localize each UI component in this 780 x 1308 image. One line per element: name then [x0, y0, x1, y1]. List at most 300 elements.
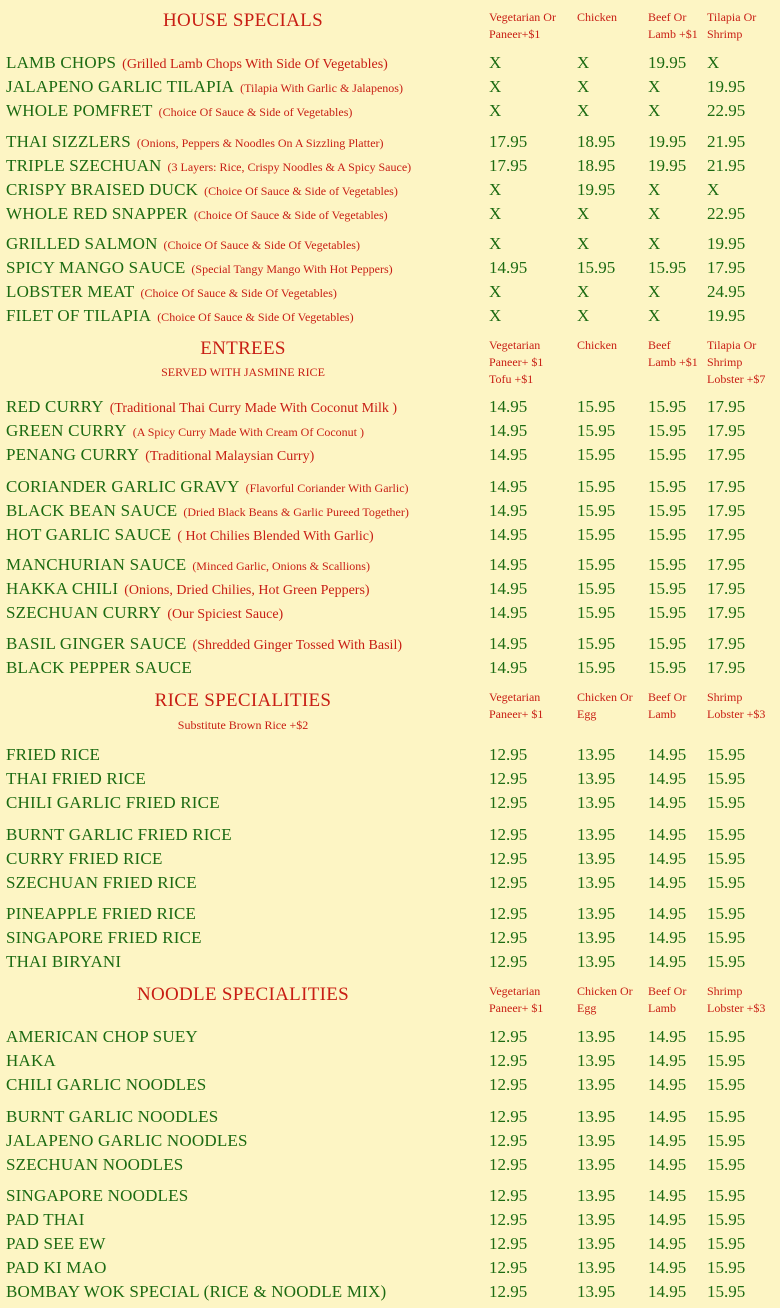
menu-item [6, 476, 409, 499]
price-cell: 15.95 [707, 1075, 746, 1094]
price-cell: 14.95 [648, 1131, 687, 1150]
price-cell: 17.95 [707, 477, 746, 496]
price-cell: 14.95 [648, 1155, 687, 1174]
menu-item [6, 903, 196, 926]
menu-row [0, 257, 780, 279]
menu-row [0, 872, 780, 894]
price-cell: 12.95 [489, 928, 528, 947]
column-header-line: Lamb +$1 [648, 27, 698, 41]
price-cell: 14.95 [489, 658, 528, 677]
price-cell: 12.95 [489, 1234, 528, 1253]
menu-row [0, 768, 780, 790]
item-description: (Special Tangy Mango With Hot Peppers) [191, 262, 393, 276]
price-cell: 15.95 [707, 952, 746, 971]
column-header-line: Shrimp [707, 355, 743, 369]
item-name: JALAPENO GARLIC TILAPIA [6, 77, 235, 96]
menu-row [0, 1257, 780, 1279]
item-name: PENANG CURRY [6, 445, 140, 464]
price-cell: 12.95 [489, 1186, 528, 1205]
item-description: (Shredded Ginger Tossed With Basil) [192, 638, 402, 653]
price-cell: 17.95 [707, 258, 746, 277]
price-cell: X [489, 234, 502, 253]
price-cell: 15.95 [707, 1234, 746, 1253]
price-cell: 15.95 [648, 658, 687, 677]
price-cell: 12.95 [489, 1131, 528, 1150]
price-cell: 14.95 [648, 1051, 687, 1070]
section-title: ENTREES [200, 338, 286, 359]
menu-row [0, 1026, 780, 1048]
price-cell: 15.95 [648, 258, 687, 277]
menu-item [6, 444, 314, 468]
column-header [489, 9, 556, 43]
column-header [648, 9, 698, 43]
menu-item [6, 657, 192, 680]
menu-item [6, 602, 283, 626]
price-cell: 12.95 [489, 904, 528, 923]
item-description: ( Hot Chilies Blended With Garlic) [177, 529, 374, 544]
item-description: (Choice Of Sauce & Side Of Vegetables) [140, 286, 337, 300]
price-cell: 13.95 [577, 928, 616, 947]
price-cell: 14.95 [648, 745, 687, 764]
item-description: (Choice Of Sauce & Side Of Vegetables) [163, 238, 360, 252]
item-description: (Choice Of Sauce & Side Of Vegetables) [157, 310, 354, 324]
menu-row [0, 1281, 780, 1303]
price-cell: 13.95 [577, 1107, 616, 1126]
price-cell: 19.95 [707, 234, 746, 253]
column-header-line: Vegetarian [489, 338, 541, 352]
price-cell: 17.95 [707, 421, 746, 440]
price-cell: 14.95 [489, 555, 528, 574]
price-cell: 19.95 [648, 53, 687, 72]
price-cell: 12.95 [489, 793, 528, 812]
menu-row [0, 203, 780, 225]
menu-item [6, 1209, 85, 1232]
item-name: SPICY MANGO SAUCE [6, 258, 186, 277]
price-cell: 22.95 [707, 101, 746, 120]
column-header [577, 337, 617, 354]
menu-row [0, 305, 780, 327]
item-name: SZECHUAN CURRY [6, 603, 162, 622]
menu-row [0, 1074, 780, 1096]
menu-row [0, 76, 780, 98]
menu-row [0, 824, 780, 846]
price-cell: 14.95 [489, 579, 528, 598]
menu-row [0, 1233, 780, 1255]
item-name: SZECHUAN NOODLES [6, 1155, 184, 1174]
price-cell: 17.95 [707, 525, 746, 544]
column-header [489, 689, 543, 723]
price-cell: 15.95 [577, 421, 616, 440]
item-description: (Choice Of Sauce & Side of Vegetables) [193, 208, 388, 222]
column-header-line: Paneer+ $1 [489, 707, 544, 721]
menu-item [6, 1106, 218, 1129]
column-header-line: Chicken [577, 10, 617, 24]
menu-item [6, 951, 121, 974]
price-cell: 15.95 [648, 397, 687, 416]
price-cell: 13.95 [577, 1131, 616, 1150]
price-cell: X [648, 204, 661, 223]
item-name: PAD KI MAO [6, 1258, 107, 1277]
price-cell: 15.95 [577, 579, 616, 598]
menu-item [6, 1185, 188, 1208]
price-cell: 14.95 [648, 1210, 687, 1229]
column-header-line: Paneer+ $1 [489, 355, 544, 369]
price-cell: 17.95 [707, 579, 746, 598]
price-cell: 12.95 [489, 1282, 528, 1301]
menu-row [0, 524, 780, 546]
column-header-line: Beef [648, 338, 671, 352]
column-header [707, 689, 765, 723]
menu-item [6, 1074, 206, 1097]
price-cell: 14.95 [648, 769, 687, 788]
price-cell: 15.95 [648, 634, 687, 653]
item-name: BURNT GARLIC FRIED RICE [6, 825, 232, 844]
price-cell: 15.95 [707, 928, 746, 947]
price-cell: 15.95 [577, 397, 616, 416]
price-cell: 15.95 [707, 825, 746, 844]
price-cell: 14.95 [648, 952, 687, 971]
item-description: (Traditional Thai Curry Made With Coconut Milk ) [109, 401, 398, 416]
price-cell: X [577, 101, 590, 120]
item-description: (Traditional Malaysian Curry) [145, 449, 315, 464]
menu-item [6, 1130, 248, 1153]
price-cell: 14.95 [489, 634, 528, 653]
price-cell: 13.95 [577, 873, 616, 892]
column-header [577, 689, 633, 723]
price-cell: 14.95 [648, 1075, 687, 1094]
price-cell: 14.95 [648, 1186, 687, 1205]
price-cell: 21.95 [707, 132, 746, 151]
item-name: GREEN CURRY [6, 421, 127, 440]
price-cell: 15.95 [707, 1107, 746, 1126]
price-cell: 18.95 [577, 156, 616, 175]
column-header-line: Tofu +$1 [489, 372, 534, 386]
price-cell: 18.95 [577, 132, 616, 151]
menu-row [0, 179, 780, 201]
menu-row [0, 1185, 780, 1207]
price-cell: 15.95 [577, 258, 616, 277]
menu-item [6, 744, 100, 767]
price-cell: 14.95 [648, 793, 687, 812]
menu-item [6, 927, 202, 950]
menu-row [0, 100, 780, 122]
price-cell: 13.95 [577, 904, 616, 923]
price-cell: 15.95 [577, 555, 616, 574]
price-cell: 15.95 [648, 445, 687, 464]
price-cell: 13.95 [577, 1186, 616, 1205]
column-header-line: Chicken Or [577, 984, 633, 998]
item-name: PINEAPPLE FRIED RICE [6, 904, 197, 923]
price-cell: 15.95 [707, 873, 746, 892]
price-cell: 12.95 [489, 1258, 528, 1277]
price-cell: 14.95 [648, 1282, 687, 1301]
column-header-line: Paneer+ $1 [489, 1001, 544, 1015]
price-cell: 14.95 [489, 445, 528, 464]
item-name: THAI SIZZLERS [6, 132, 131, 151]
price-cell: X [577, 306, 590, 325]
item-name: CHILI GARLIC NOODLES [6, 1075, 207, 1094]
price-cell: 19.95 [707, 77, 746, 96]
column-header-line: Vegetarian [489, 690, 541, 704]
menu-row [0, 657, 780, 679]
item-name: CRISPY BRAISED DUCK [6, 180, 199, 199]
item-name: BLACK BEAN SAUCE [6, 501, 178, 520]
price-cell: 12.95 [489, 1107, 528, 1126]
price-cell: 14.95 [489, 525, 528, 544]
column-header-line: Shrimp [707, 27, 743, 41]
price-cell: 19.95 [648, 132, 687, 151]
price-cell: 13.95 [577, 1051, 616, 1070]
price-cell: 15.95 [707, 745, 746, 764]
price-cell: 15.95 [648, 525, 687, 544]
price-cell: 15.95 [577, 501, 616, 520]
menu-item [6, 1026, 198, 1049]
item-name: LOBSTER MEAT [6, 282, 135, 301]
price-cell: X [648, 282, 661, 301]
price-cell: X [577, 282, 590, 301]
menu-item [6, 396, 397, 420]
menu-item [6, 524, 374, 548]
price-cell: 14.95 [648, 1107, 687, 1126]
price-cell: 14.95 [648, 873, 687, 892]
column-header [707, 9, 756, 43]
column-header-line: Tilapia Or [707, 10, 757, 24]
item-name: TRIPLE SZECHUAN [6, 156, 162, 175]
price-cell: 14.95 [489, 501, 528, 520]
price-cell: 15.95 [648, 477, 687, 496]
column-header-line: Shrimp [707, 984, 743, 998]
price-cell: 13.95 [577, 825, 616, 844]
price-cell: 12.95 [489, 1155, 528, 1174]
column-header-line: Beef Or [648, 984, 687, 998]
price-cell: X [577, 204, 590, 223]
price-cell: 13.95 [577, 1210, 616, 1229]
price-cell: 13.95 [577, 1234, 616, 1253]
section-subtitle: SERVED WITH JASMINE RICE [161, 365, 325, 379]
price-cell: 12.95 [489, 849, 528, 868]
price-cell: X [489, 180, 502, 199]
item-description: (Grilled Lamb Chops With Side Of Vegetables) [122, 57, 388, 72]
price-cell: 17.95 [707, 634, 746, 653]
price-cell: 15.95 [707, 1155, 746, 1174]
price-cell: 13.95 [577, 1282, 616, 1301]
item-name: SZECHUAN FRIED RICE [6, 873, 197, 892]
menu-item [6, 100, 352, 123]
menu-item [6, 554, 370, 577]
price-cell: 13.95 [577, 849, 616, 868]
price-cell: 13.95 [577, 952, 616, 971]
menu-row [0, 131, 780, 153]
menu-item [6, 203, 388, 226]
menu-item [6, 768, 146, 791]
column-header-line: Beef Or [648, 10, 687, 24]
price-cell: 17.95 [489, 132, 528, 151]
section-title: RICE SPECIALITIES [154, 690, 332, 711]
menu-item [6, 281, 337, 304]
column-header-line: Beef Or [648, 690, 687, 704]
item-name: THAI BIRYANI [6, 952, 122, 971]
menu-row [0, 578, 780, 600]
price-cell: 15.95 [648, 579, 687, 598]
menu-row [0, 500, 780, 522]
price-cell: 12.95 [489, 1051, 528, 1070]
price-cell: 15.95 [648, 603, 687, 622]
item-name: HAKKA CHILI [6, 579, 119, 598]
price-cell: 14.95 [489, 603, 528, 622]
price-cell: 13.95 [577, 1258, 616, 1277]
menu-item [6, 848, 163, 871]
item-description: (A Spicy Curry Made With Cream Of Coconut ) [132, 425, 365, 439]
item-name: BURNT GARLIC NOODLES [6, 1107, 219, 1126]
price-cell: 14.95 [489, 258, 528, 277]
price-cell: 12.95 [489, 769, 528, 788]
price-cell: X [707, 53, 720, 72]
column-header-line: Lobster +$7 [707, 372, 766, 386]
price-cell: 15.95 [577, 658, 616, 677]
price-cell: 12.95 [489, 952, 528, 971]
price-cell: 15.95 [707, 1258, 746, 1277]
column-header [648, 983, 686, 1017]
price-cell: X [489, 101, 502, 120]
menu-item [6, 872, 197, 895]
price-cell: 15.95 [577, 477, 616, 496]
item-name: CORIANDER GARLIC GRAVY [6, 477, 240, 496]
item-name: AMERICAN CHOP SUEY [6, 1027, 198, 1046]
price-cell: X [648, 306, 661, 325]
price-cell: 15.95 [577, 445, 616, 464]
price-cell: 19.95 [648, 156, 687, 175]
price-cell: 13.95 [577, 1027, 616, 1046]
column-header-line: Lobster +$3 [707, 707, 766, 721]
price-cell: 14.95 [648, 928, 687, 947]
menu-item [6, 1233, 106, 1256]
column-header [489, 983, 543, 1017]
price-cell: X [648, 180, 661, 199]
price-cell: 21.95 [707, 156, 746, 175]
menu-item [6, 1281, 386, 1304]
column-header [707, 337, 765, 388]
price-cell: 15.95 [707, 1051, 746, 1070]
column-header [648, 337, 698, 371]
menu-row [0, 792, 780, 814]
price-cell: 15.95 [707, 1027, 746, 1046]
menu-item [6, 1154, 183, 1177]
item-description: (Onions, Peppers & Noodles On A Sizzling Platter) [136, 136, 384, 150]
price-cell: 14.95 [648, 904, 687, 923]
menu-row [0, 1154, 780, 1176]
price-cell: 17.95 [707, 555, 746, 574]
item-name: HOT GARLIC SAUCE [6, 525, 172, 544]
price-cell: 13.95 [577, 1155, 616, 1174]
price-cell: 14.95 [648, 825, 687, 844]
column-header-line: Lamb [648, 1001, 676, 1015]
price-cell: 15.95 [648, 501, 687, 520]
price-cell: X [577, 53, 590, 72]
price-cell: 19.95 [707, 306, 746, 325]
item-name: SINGAPORE FRIED RICE [6, 928, 202, 947]
price-cell: X [707, 180, 720, 199]
item-name: CHILI GARLIC FRIED RICE [6, 793, 220, 812]
column-header-line: Egg [577, 707, 597, 721]
item-description: (Flavorful Coriander With Garlic) [245, 481, 409, 495]
item-description: (Onions, Dried Chilies, Hot Green Peppers) [124, 583, 370, 598]
item-name: HAKA [6, 1051, 56, 1070]
price-cell: X [489, 204, 502, 223]
menu-row [0, 927, 780, 949]
price-cell: 15.95 [707, 1131, 746, 1150]
menu-row [0, 155, 780, 177]
menu-row [0, 444, 780, 466]
menu-item [6, 1050, 56, 1073]
price-cell: X [648, 234, 661, 253]
item-name: FILET OF TILAPIA [6, 306, 152, 325]
price-cell: 19.95 [577, 180, 616, 199]
menu-item [6, 52, 388, 76]
menu-item [6, 257, 393, 280]
item-name: FRIED RICE [6, 745, 101, 764]
section-title: NOODLE SPECIALITIES [136, 984, 350, 1005]
item-name: BASIL GINGER SAUCE [6, 634, 187, 653]
price-cell: X [489, 306, 502, 325]
menu-item [6, 420, 364, 443]
price-cell: 14.95 [489, 477, 528, 496]
column-header [489, 337, 543, 388]
menu-row [0, 1130, 780, 1152]
item-description: (Minced Garlic, Onions & Scallions) [192, 559, 370, 573]
item-name: BOMBAY WOK SPECIAL (RICE & NOODLE MIX) [6, 1282, 387, 1301]
column-header-line: Vegetarian Or [489, 10, 556, 24]
column-header [577, 9, 617, 26]
price-cell: 15.95 [707, 849, 746, 868]
menu-item [6, 1257, 107, 1280]
menu-row [0, 633, 780, 655]
menu-item [6, 500, 409, 523]
item-name: THAI FRIED RICE [6, 769, 146, 788]
column-header-line: Lamb [648, 707, 676, 721]
price-cell: 12.95 [489, 1027, 528, 1046]
item-name: JALAPENO GARLIC NOODLES [6, 1131, 248, 1150]
item-description: (Choice Of Sauce & Side of Vegetables) [158, 105, 353, 119]
price-cell: 15.95 [707, 769, 746, 788]
price-cell: 13.95 [577, 793, 616, 812]
price-cell: 12.95 [489, 1210, 528, 1229]
price-cell: 15.95 [707, 793, 746, 812]
column-header-line: Chicken Or [577, 690, 633, 704]
menu-item [6, 179, 398, 202]
menu-row [0, 554, 780, 576]
column-header-line: Lobster +$3 [707, 1001, 766, 1015]
price-cell: 15.95 [707, 1186, 746, 1205]
price-cell: X [577, 77, 590, 96]
column-header-line: Paneer+$1 [489, 27, 541, 41]
section-subtitle: Substitute Brown Rice +$2 [177, 718, 309, 732]
menu-item [6, 155, 411, 178]
price-cell: X [489, 282, 502, 301]
price-cell: 17.95 [707, 658, 746, 677]
menu-item [6, 305, 354, 328]
menu-row [0, 951, 780, 973]
price-cell: 12.95 [489, 745, 528, 764]
price-cell: X [489, 53, 502, 72]
price-cell: 15.95 [707, 904, 746, 923]
price-cell: 17.95 [707, 501, 746, 520]
price-cell: X [489, 77, 502, 96]
item-name: WHOLE RED SNAPPER [6, 204, 188, 223]
menu-row [0, 903, 780, 925]
column-header-line: Egg [577, 1001, 597, 1015]
price-cell: 15.95 [707, 1282, 746, 1301]
item-description: (3 Layers: Rice, Crispy Noodles & A Spicy Sauce) [167, 160, 412, 174]
